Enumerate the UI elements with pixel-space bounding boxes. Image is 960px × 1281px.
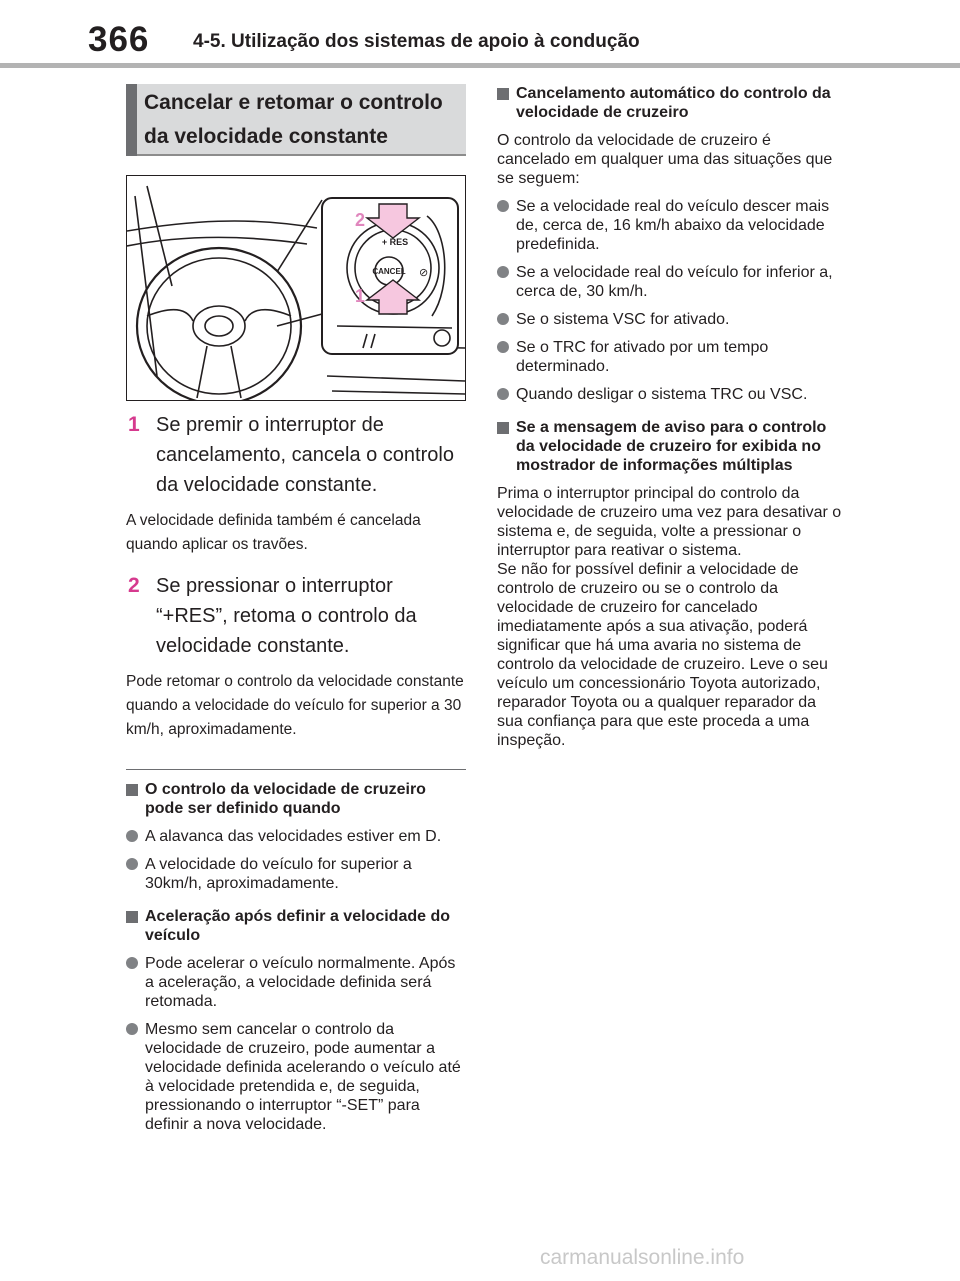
section-title-bar <box>126 84 137 156</box>
svg-text:⊘: ⊘ <box>419 267 429 279</box>
round-bullet-icon <box>497 341 509 353</box>
auto-cancel-intro: O controlo da velocidade de cruzeiro é cancelado em qualquer uma das situações que se seguem: <box>497 132 833 187</box>
list-item: Se a velocidade real do veículo for inferior a, cerca de, 30 km/h. <box>497 263 842 301</box>
chapter-title: 4-5. Utilização dos sistemas de apoio à condução <box>193 31 640 52</box>
list-item: A velocidade do veículo for superior a 30km/h, aproximadamente. <box>126 855 466 893</box>
round-bullet-icon <box>126 830 138 842</box>
header-rule <box>0 63 960 68</box>
right-column <box>497 84 842 750</box>
steering-wheel-illustration <box>126 175 466 401</box>
list-item: Pode acelerar o veículo normalmente. Após a aceleração, a velocidade definida será retomada. <box>126 954 466 1011</box>
cancel-label: CANCEL <box>372 267 406 276</box>
round-bullet-icon <box>126 858 138 870</box>
subheading-auto-cancel: Cancelamento automático do controlo da velocidade de cruzeiro <box>497 84 842 122</box>
step-2-note: Pode retomar o controlo da velocidade constante quando a velocidade do veículo for superior a 30 km/h, aproximadamente. <box>126 673 464 738</box>
round-bullet-icon <box>497 200 509 212</box>
step-2-text: Se pressionar o interruptor “+RES”, retoma o controlo da velocidade constante. <box>156 575 417 657</box>
res-label: + RES <box>381 237 409 247</box>
list-item: A alavanca das velocidades estiver em D. <box>126 827 466 846</box>
round-bullet-icon <box>126 1023 138 1035</box>
warning-paragraph-2: Se não for possível definir a velocidade de controlo de cruzeiro ou se o controlo da velocidade de cruzeiro for cancelado imediatamente após a sua ativação, poderá significar que há uma avaria no sistema de controlo da velocidade de cruzeiro. Leve o seu veículo um concessionário Toyota autorizado, reparador Toyota ou a qualquer reparador da sua confiança para que este proceda a uma inspeção. <box>497 561 828 749</box>
steering-wheel-drawing <box>127 176 465 400</box>
square-bullet-icon <box>497 88 509 100</box>
square-bullet-icon <box>126 911 138 923</box>
square-bullet-icon <box>497 422 509 434</box>
round-bullet-icon <box>497 388 509 400</box>
left-column <box>126 84 466 1134</box>
callout-2: 2 <box>355 210 366 230</box>
round-bullet-icon <box>497 313 509 325</box>
step-1-note: A velocidade definida também é cancelada quando aplicar os travões. <box>126 512 421 553</box>
subheading-warning-message: Se a mensagem de aviso para o controlo da velocidade de cruzeiro for exibida no mostrador de informações múltiplas <box>497 418 842 475</box>
section-title-box <box>126 84 466 156</box>
subheading-cruise-set-conditions: O controlo da velocidade de cruzeiro pode ser definido quando <box>126 780 466 818</box>
divider <box>126 769 466 770</box>
step-1 <box>126 410 466 500</box>
callout-1: 1 <box>355 286 366 306</box>
section-title: Cancelar e retomar o controlo da velocidade constante <box>144 91 443 148</box>
step-2-number: 2 <box>128 574 140 597</box>
list-item: Mesmo sem cancelar o controlo da velocidade de cruzeiro, pode aumentar a velocidade definida acelerando o veículo até à velocidade pretendida e, de seguida, pressionando o interruptor “-SET” para definir a nova velocidade. <box>126 1020 466 1134</box>
list-item: Quando desligar o sistema TRC ou VSC. <box>497 385 842 404</box>
page-header <box>0 0 960 62</box>
round-bullet-icon <box>126 957 138 969</box>
watermark: carmanualsonline.info <box>540 1246 745 1269</box>
list-item: Se o sistema VSC for ativado. <box>497 310 842 329</box>
page-number: 366 <box>88 20 150 59</box>
square-bullet-icon <box>126 784 138 796</box>
warning-paragraph-1: Prima o interruptor principal do controlo da velocidade de cruzeiro uma vez para desativar o sistema e, de seguida, volte a pressionar o interruptor para reativar o sistema. <box>497 485 842 559</box>
step-2 <box>126 571 466 661</box>
list-item: Se a velocidade real do veículo descer mais de, cerca de, 16 km/h abaixo da velocidade predefinida. <box>497 197 842 254</box>
list-item: Se o TRC for ativado por um tempo determinado. <box>497 338 842 376</box>
subheading-acceleration: Aceleração após definir a velocidade do veículo <box>126 907 466 945</box>
round-bullet-icon <box>497 266 509 278</box>
step-1-text: Se premir o interruptor de cancelamento, cancela o controlo da velocidade constante. <box>156 414 454 496</box>
step-1-number: 1 <box>128 413 140 436</box>
